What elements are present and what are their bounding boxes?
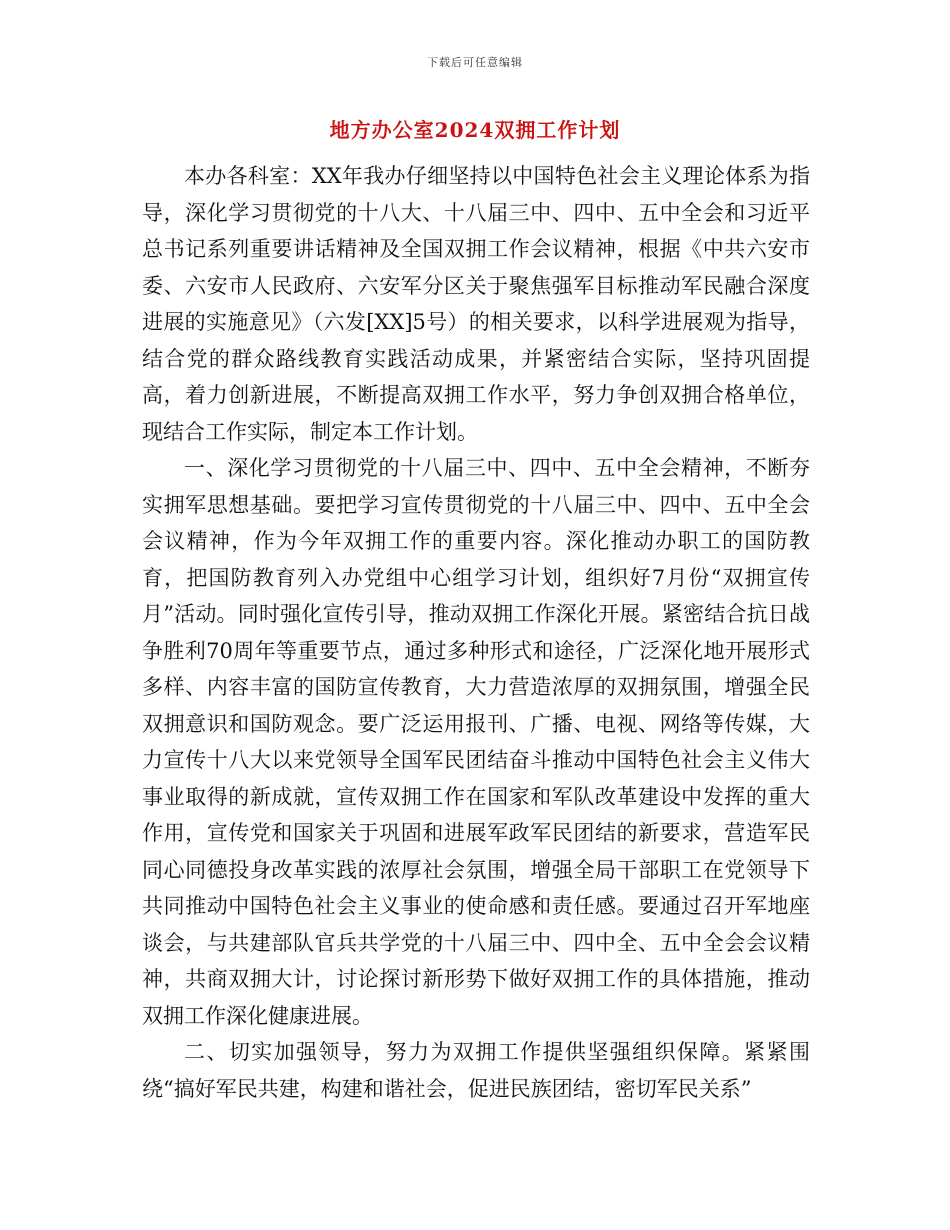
document-body: [142, 158, 810, 1107]
paragraph-section-1: 一、深化学习贯彻党的十八届三中、四中、五中全会精神，不断夯实拥军思想基础。要把学习宣传贯彻党的十八届三中、四中、五中全会会议精神，作为今年双拥工作的重要内容。深化推动办职工的国防教育，把国防教育列入办党组中心组学习计划，组织好7月份“双拥宣传月”活动。同时强化宣传引导，推动双拥工作深化开展。紧密结合抗日战争胜利70周年等重要节点，通过多种形式和途径，广泛深化地开展形式多样、内容丰富的国防宣传教育，大力营造浓厚的双拥氛围，增强全民双拥意识和国防观念。要广泛运用报刊、广播、电视、网络等传媒，大力宣传十八大以来党领导全国军民团结奋斗推动中国特色社会主义伟大事业取得的新成就，宣传双拥工作在国家和军队改革建设中发挥的重大作用，宣传党和国家关于巩固和进展军政军民团结的新要求，营造军民同心同德投身改革实践的浓厚社会氛围，增强全局干部职工在党领导下共同推动中国特色社会主义事业的使命感和责任感。要通过召开军地座谈会，与共建部队官兵共学党的十八届三中、四中全、五中全会会议精神，共商双拥大计，讨论探讨新形势下做好双拥工作的具体措施，推动双拥工作深化健康进展。: [142, 456, 810, 1028]
paragraph-intro: 本办各科室：XX年我办仔细坚持以中国特色社会主义理论体系为指导，深化学习贯彻党的十八大、十八届三中、四中、五中全会和习近平总书记系列重要讲话精神及全国双拥工作会议精神，根据《中共六安市委、六安市人民政府、六安军分区关于聚焦强军目标推动军民融合深度进展的实施意见》（六发[XX]5号）的相关要求，以科学进展观为指导，结合党的群众路线教育实践活动成果，并紧密结合实际，坚持巩固提高，着力创新进展，不断提高双拥工作水平，努力争创双拥合格单位，现结合工作实际，制定本工作计划。: [142, 164, 810, 444]
document-title: 地方办公室2024双拥工作计划: [329, 118, 621, 142]
paragraph-section-2: 二、切实加强领导，努力为双拥工作提供坚强组织保障。紧紧围绕“搞好军民共建，构建和谐社会，促进民族团结，密切军民关系”: [142, 1040, 810, 1101]
header-note: 下载后可任意编辑: [427, 56, 523, 69]
